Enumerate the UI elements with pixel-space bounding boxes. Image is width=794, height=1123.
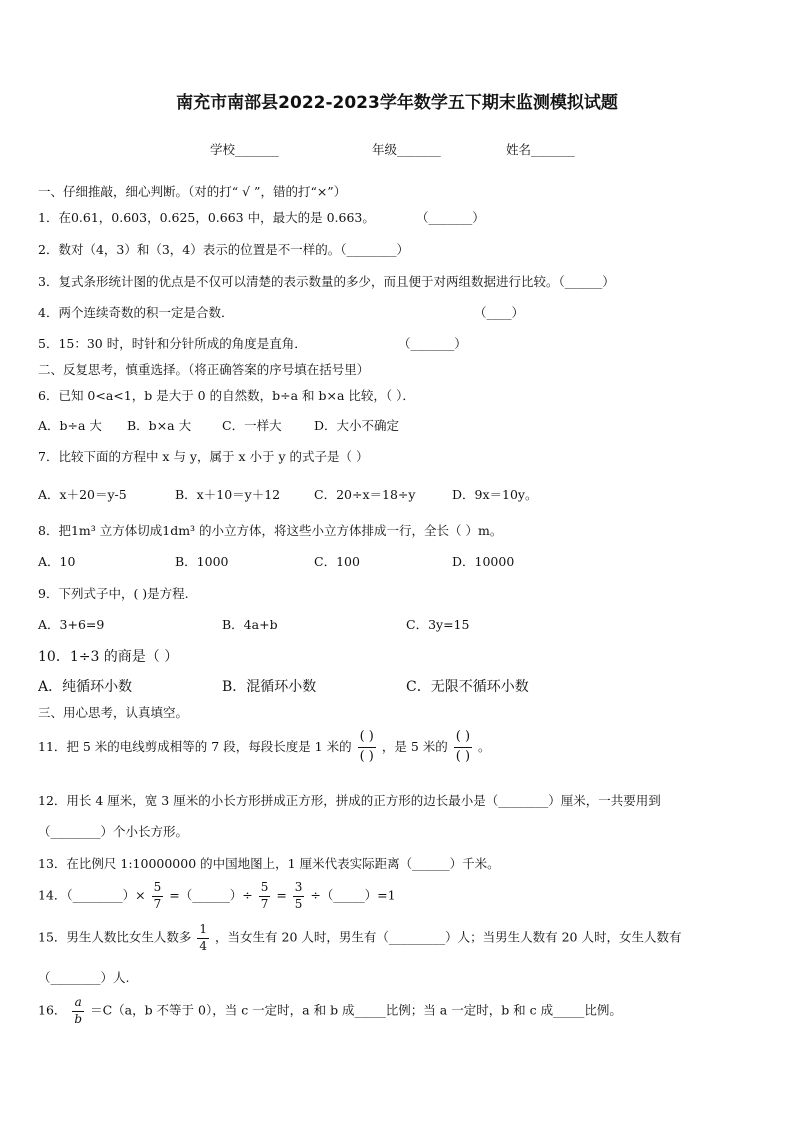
question-1 bbox=[38, 208, 375, 226]
q8-option-a: A．10 bbox=[38, 554, 76, 569]
question-11-text-a: 11．把 5 米的电线剪成相等的 7 段，每段长度是 1 米的 bbox=[38, 738, 352, 754]
q14-f1-den: 7 bbox=[153, 896, 162, 911]
question-11 bbox=[38, 728, 491, 767]
question-15-text-b: ，当女生有 20 人时，男生有（_________）人；当男生人数有 20 人时，女生人数有 bbox=[215, 929, 682, 945]
q9-option-c: C．3y=15 bbox=[406, 617, 470, 632]
q8-option-b: B．1000 bbox=[175, 554, 229, 569]
question-12-line-2: （________）个小长方形。 bbox=[38, 824, 189, 839]
q15-f-den: 4 bbox=[199, 938, 208, 953]
question-14-text-c: = bbox=[276, 887, 287, 903]
q7-option-b: B．x＋10＝y＋12 bbox=[175, 487, 281, 502]
q14-fraction-2 bbox=[259, 880, 271, 912]
q14-f2-den: 7 bbox=[260, 896, 269, 911]
name-field: 姓名_______ bbox=[506, 142, 575, 157]
question-14-text-b: =（______）÷ bbox=[169, 887, 253, 903]
question-11-text-c: 。 bbox=[478, 738, 491, 754]
q14-f1-num: 5 bbox=[152, 880, 164, 897]
question-16-text-a: 16． bbox=[38, 1002, 67, 1018]
question-11-text-b: ，是 5 米的 bbox=[381, 738, 448, 754]
section-3-heading: 三、用心思考，认真填空。 bbox=[38, 705, 189, 720]
q14-f2-num: 5 bbox=[259, 880, 271, 897]
q16-f-den: b bbox=[74, 1011, 83, 1026]
q11-f2-den: ( ) bbox=[455, 748, 471, 764]
question-16-text-b: ＝C（a，b 不等于 0），当 c 一定时，a 和 b 成_____比例；当 a 一定时，b 和 c 成_____比例。 bbox=[90, 1002, 622, 1018]
q14-fraction-3 bbox=[293, 880, 305, 912]
question-8: 8．把1m³ 立方体切成1dm³ 的小立方体，将这些小立方体排成一行，全长（ ）m。 bbox=[38, 523, 503, 538]
q14-f3-den: 5 bbox=[294, 896, 303, 911]
q16-fraction bbox=[72, 995, 84, 1027]
question-3: 3．复式条形统计图的优点是不仅可以清楚的表示数量的多少，而且便于对两组数据进行比较。（______） bbox=[38, 274, 615, 289]
q15-f-num: 1 bbox=[197, 922, 209, 939]
q15-fraction bbox=[197, 922, 209, 954]
q9-option-a: A．3+6=9 bbox=[38, 617, 105, 632]
q10-option-a: A．纯循环小数 bbox=[38, 679, 133, 695]
q11-fraction-blank-2 bbox=[454, 728, 472, 767]
q11-f1-num: ( ) bbox=[358, 728, 376, 748]
question-5-blank: （_______） bbox=[398, 336, 467, 351]
q6-option-a: A．b÷a 大 bbox=[38, 418, 102, 433]
question-14 bbox=[38, 880, 396, 912]
question-9: 9．下列式子中，( )是方程. bbox=[38, 586, 189, 601]
page-title: 南充市南部县2022-2023学年数学五下期末监测模拟试题 bbox=[176, 93, 618, 113]
question-16 bbox=[38, 995, 622, 1027]
school-field: 学校_______ bbox=[210, 142, 279, 157]
q14-fraction-1 bbox=[152, 880, 164, 912]
question-14-text-d: ÷（_____）=1 bbox=[310, 887, 396, 903]
question-10: 10．1÷3 的商是（ ） bbox=[38, 649, 179, 665]
q11-fraction-blank-1 bbox=[358, 728, 376, 767]
q10-option-c: C．无限不循环小数 bbox=[406, 679, 529, 695]
question-15 bbox=[38, 922, 682, 954]
q11-f2-num: ( ) bbox=[454, 728, 472, 748]
q8-option-c: C．100 bbox=[314, 554, 360, 569]
question-13: 13．在比例尺 1:10000000 的中国地图上，1 厘米代表实际距离（______）千米。 bbox=[38, 856, 500, 871]
q11-f1-den: ( ) bbox=[359, 748, 374, 764]
question-15-line-2: （________）人. bbox=[38, 970, 130, 985]
q10-option-b: B．混循环小数 bbox=[222, 679, 317, 695]
question-4: 4．两个连续奇数的积一定是合数． bbox=[38, 305, 234, 320]
q6-option-d: D．大小不确定 bbox=[314, 418, 400, 433]
q6-option-c: C．一样大 bbox=[222, 418, 282, 433]
q9-option-b: B．4a+b bbox=[222, 617, 278, 632]
question-15-text-a: 15．男生人数比女生人数多 bbox=[38, 929, 192, 945]
section-2-heading: 二、反复思考，慎重选择。（将正确答案的序号填在括号里） bbox=[38, 362, 370, 377]
q6-option-b: B．b×a 大 bbox=[127, 418, 192, 433]
question-12-line-1: 12．用长 4 厘米，宽 3 厘米的小长方形拼成正方形，拼成的正方形的边长最小是（________）厘米，一共要用到 bbox=[38, 793, 661, 808]
question-4-blank: （____） bbox=[474, 305, 525, 320]
q16-f-num: a bbox=[72, 995, 84, 1012]
q7-option-a: A．x＋20＝y-5 bbox=[38, 487, 127, 502]
grade-field: 年级_______ bbox=[372, 142, 441, 157]
q7-option-c: C．20÷x＝18÷y bbox=[314, 487, 416, 502]
question-14-text-a: 14．（________）× bbox=[38, 887, 146, 903]
q14-f3-num: 3 bbox=[293, 880, 305, 897]
question-6: 6．已知 0<a<1，b 是大于 0 的自然数，b÷a 和 b×a 比较，（ ）． bbox=[38, 388, 415, 403]
question-5: 5．15：30 时，时针和分针所成的角度是直角． bbox=[38, 336, 307, 351]
section-1-heading: 一、仔细推敲，细心判断。（对的打“ √ ”，错的打“×”） bbox=[38, 184, 347, 199]
question-2: 2．数对（4，3）和（3，4）表示的位置是不一样的。（________） bbox=[38, 242, 410, 257]
question-1-text: 1．在0.61，0.603，0.625，0.663 中，最大的是 0.663。 bbox=[38, 210, 375, 225]
question-1-blank: （_______） bbox=[416, 210, 485, 225]
question-7: 7．比较下面的方程中 x 与 y，属于 x 小于 y 的式子是（ ） bbox=[38, 449, 369, 464]
q8-option-d: D．10000 bbox=[452, 554, 515, 569]
q7-option-d: D．9x＝10y。 bbox=[452, 487, 538, 502]
